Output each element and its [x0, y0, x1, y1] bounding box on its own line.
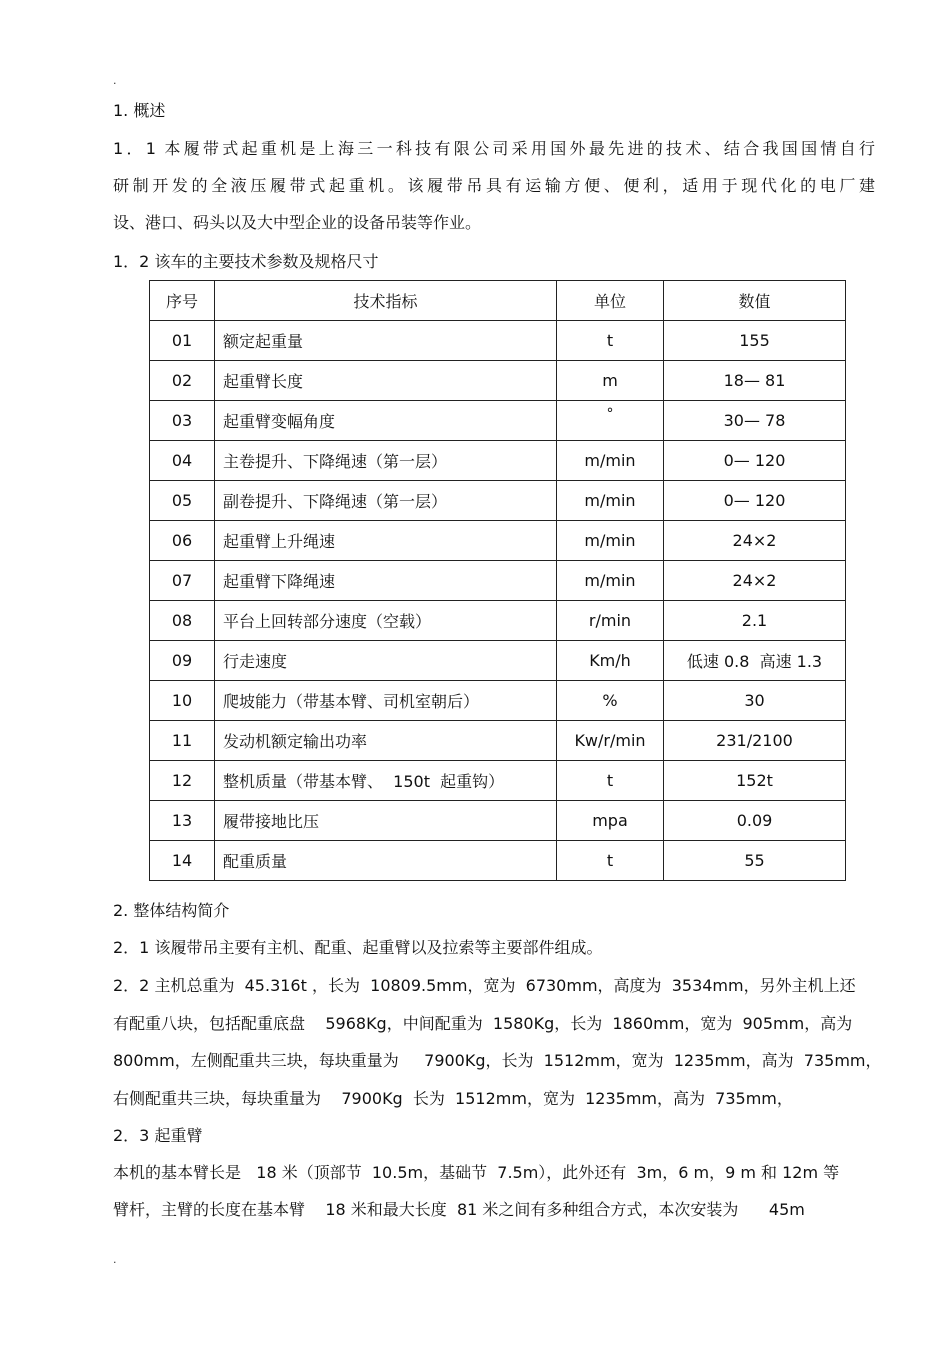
row-item: 副卷提升、下降绳速（第一层）: [215, 481, 557, 521]
row-value: 231/2100: [664, 721, 846, 761]
row-item: 起重臂变幅角度: [215, 401, 557, 441]
row-value: 30— 78: [664, 401, 846, 441]
row-unit: Km/h: [557, 641, 664, 681]
row-value: 0.09: [664, 801, 846, 841]
row-item: 发动机额定输出功率: [215, 721, 557, 761]
row-item: 起重臂上升绳速: [215, 521, 557, 561]
row-value: 24×2: [664, 521, 846, 561]
row-value: 2.1: [664, 601, 846, 641]
table-row: [150, 601, 846, 641]
row-no: 03: [150, 401, 215, 441]
table-row: [150, 521, 846, 561]
table-row: [150, 561, 846, 601]
table-row: [150, 801, 846, 841]
row-unit: r/min: [557, 601, 664, 641]
table-row: [150, 841, 846, 881]
row-unit: t: [557, 321, 664, 361]
page-mark-bottom: .: [113, 1253, 117, 1266]
table-row: [150, 681, 846, 721]
row-item: 履带接地比压: [215, 801, 557, 841]
row-item: 配重质量: [215, 841, 557, 881]
table-row: [150, 761, 846, 801]
row-unit: t: [557, 761, 664, 801]
row-unit: m/min: [557, 481, 664, 521]
para-1-1-line-3: 设、港口、码头以及大中型企业的设备吊装等作业。: [113, 213, 482, 232]
page-mark-top: .: [113, 74, 117, 87]
row-item: 整机质量（带基本臂、 150t 起重钩）: [215, 761, 557, 801]
row-unit: m/min: [557, 441, 664, 481]
table-row: [150, 321, 846, 361]
para-1-1-line-2: 研制开发的全液压履带式起重机。该履带吊具有运输方便、便利，适用于现代化的电厂建: [113, 176, 875, 195]
para-2-3-line-1: 本机的基本臂长是 18 米（顶部节 10.5m，基础节 7.5m），此外还有 3m，6 m，9 m 和 12m 等: [113, 1163, 840, 1182]
para-2-2-line-1: 2．2 主机总重为 45.316t ，长为 10809.5mm，宽为 6730mm，高度为 3534mm，另外主机上还: [113, 976, 856, 995]
spec-table: [149, 280, 846, 881]
row-unit: %: [557, 681, 664, 721]
row-unit: mpa: [557, 801, 664, 841]
row-value: 152t: [664, 761, 846, 801]
table-row: [150, 481, 846, 521]
row-no: 05: [150, 481, 215, 521]
row-value: 0— 120: [664, 441, 846, 481]
row-unit: m/min: [557, 521, 664, 561]
para-2-2-line-2: 有配重八块，包括配重底盘 5968Kg，中间配重为 1580Kg，长为 1860mm，宽为 905mm，高为: [113, 1014, 853, 1033]
row-no: 08: [150, 601, 215, 641]
row-item: 主卷提升、下降绳速（第一层）: [215, 441, 557, 481]
row-value: 24×2: [664, 561, 846, 601]
row-unit: m: [557, 361, 664, 401]
row-unit: m/min: [557, 561, 664, 601]
row-unit: [557, 401, 664, 441]
table-row: [150, 361, 846, 401]
table-row: [150, 641, 846, 681]
row-no: 13: [150, 801, 215, 841]
section-2-heading: 2. 整体结构简介: [113, 901, 230, 920]
row-no: 07: [150, 561, 215, 601]
table-header-row: [150, 281, 846, 321]
row-item: 额定起重量: [215, 321, 557, 361]
row-no: 02: [150, 361, 215, 401]
row-value: 18— 81: [664, 361, 846, 401]
para-2-3-heading: 2．3 起重臂: [113, 1126, 203, 1145]
row-item: 爬坡能力（带基本臂、司机室朝后）: [215, 681, 557, 721]
header-unit: 单位: [557, 281, 664, 321]
para-2-1: 2．1 该履带吊主要有主机、配重、起重臂以及拉索等主要部件组成。: [113, 938, 603, 957]
header-value: 数值: [664, 281, 846, 321]
row-no: 01: [150, 321, 215, 361]
row-no: 11: [150, 721, 215, 761]
row-no: 09: [150, 641, 215, 681]
para-2-3-line-2: 臂杆，主臂的长度在基本臂 18 米和最大长度 81 米之间有多种组合方式，本次安装为 45m: [113, 1200, 805, 1219]
row-value: 30: [664, 681, 846, 721]
row-item: 起重臂长度: [215, 361, 557, 401]
header-no: 序号: [150, 281, 215, 321]
row-value: 55: [664, 841, 846, 881]
row-item: 平台上回转部分速度（空载）: [215, 601, 557, 641]
row-no: 10: [150, 681, 215, 721]
table-row: [150, 721, 846, 761]
degree-symbol: °: [606, 406, 614, 422]
row-unit: Kw/r/min: [557, 721, 664, 761]
row-value: 0— 120: [664, 481, 846, 521]
para-2-2-line-4: 右侧配重共三块，每块重量为 7900Kg 长为 1512mm，宽为 1235mm，高为 735mm，: [113, 1089, 793, 1108]
row-item: 行走速度: [215, 641, 557, 681]
para-2-2-line-3: 800mm，左侧配重共三块，每块重量为 7900Kg，长为 1512mm，宽为 1235mm，高为 735mm，: [113, 1051, 882, 1070]
table-row: [150, 401, 846, 441]
para-1-1-line-1: 1．1 本履带式起重机是上海三一科技有限公司采用国外最先进的技术、结合我国国情自行: [113, 139, 875, 158]
row-value: 155: [664, 321, 846, 361]
row-no: 12: [150, 761, 215, 801]
row-no: 04: [150, 441, 215, 481]
row-unit: t: [557, 841, 664, 881]
row-no: 06: [150, 521, 215, 561]
table-row: [150, 441, 846, 481]
row-value: 低速 0.8 高速 1.3: [664, 641, 846, 681]
section-1-heading: 1. 概述: [113, 101, 166, 120]
header-item: 技术指标: [215, 281, 557, 321]
para-1-2: 1．2 该车的主要技术参数及规格尺寸: [113, 252, 379, 271]
row-item: 起重臂下降绳速: [215, 561, 557, 601]
row-no: 14: [150, 841, 215, 881]
